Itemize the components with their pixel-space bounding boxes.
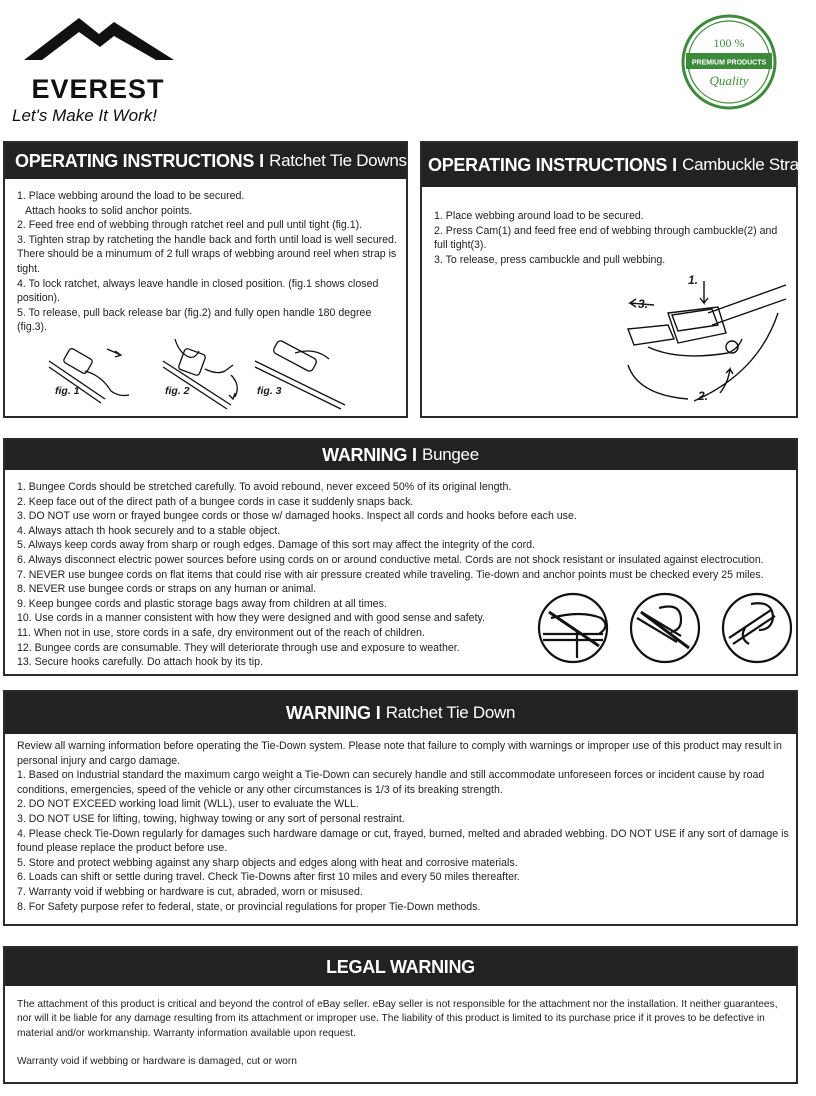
svg-text:100 %: 100 %	[713, 36, 745, 50]
ratchet-warning-header	[5, 692, 796, 734]
brand-tagline: Let's Make It Work!	[12, 106, 157, 125]
warning-line: Review all warning information before operating the Tie-Down system. Please note that failure to comply with warnings or improper use of this product may result in personal injury and cargo damage.	[17, 740, 782, 767]
premium-quality-seal	[680, 13, 778, 111]
cambuckle-figure	[608, 273, 788, 413]
instruction-line: Attach hooks to solid anchor points.	[25, 204, 193, 217]
warning-line: 5. Store and protect webbing against any sharp objects and edges along with heat and corrosive materials.	[17, 856, 518, 869]
hook-do-dont-icon	[537, 588, 793, 668]
header-subtitle: Bungee	[422, 445, 479, 464]
header-title: OPERATING INSTRUCTIONS	[15, 150, 255, 171]
svg-text:PREMIUM PRODUCTS: PREMIUM PRODUCTS	[691, 59, 767, 67]
hook-diagrams	[537, 588, 793, 668]
instruction-line: 4. To lock ratchet, always leave handle in closed position. (fig.1 shows closed position).	[17, 277, 379, 305]
instruction-line: 2. Feed free end of webbing through ratchet reel and pull until tight (fig.1).	[17, 219, 363, 232]
brand-logo	[10, 14, 190, 125]
instruction-line: 5. To release, pull back release bar (fig.2) and fully open handle 180 degree (fig.3).	[17, 306, 372, 334]
warning-line: 10. Use cords in a manner consistent with how they were designed and with good sense and safety.	[17, 612, 485, 625]
bungee-warning-header	[5, 440, 796, 470]
legal-warning-header	[5, 948, 796, 986]
cam-label-2: 2.	[698, 389, 709, 403]
instruction-line: 1. Place webbing around the load to be secured.	[17, 190, 245, 202]
cam-label-1: 1.	[688, 273, 699, 287]
warning-line: 2. Keep face out of the direct path of a bungee cords in case it suddenly snaps back.	[17, 495, 414, 508]
ratchet-figures	[45, 341, 375, 413]
svg-text:Quality: Quality	[709, 73, 749, 88]
cambuckle-instructions-panel	[420, 141, 816, 418]
legal-warning-panel	[3, 946, 798, 1084]
header-subtitle: Ratchet Tie Down	[385, 703, 516, 722]
header-title: WARNING	[322, 444, 408, 465]
warning-line: 7. Warranty void if webbing or hardware is cut, abraded, worn or misused.	[17, 885, 363, 898]
header-separator: I	[259, 150, 265, 171]
warning-line: 3. DO NOT USE for lifting, towing, highway towing or any sort of personal restraint.	[17, 812, 405, 825]
instruction-line: 2. Press Cam(1) and feed free end of webbing through cambuckle(2) and full tight(3).	[434, 224, 778, 252]
cambuckle-instructions-list	[434, 209, 789, 267]
mountain-logo-icon	[24, 14, 174, 62]
cambuckle-instructions-header	[422, 143, 816, 187]
ratchet-illustration-icon	[45, 341, 375, 413]
fig-1-label: fig. 1	[55, 385, 80, 397]
warning-line: 2. DO NOT EXCEED working load limit (WLL), user to evaluate the WLL.	[17, 798, 359, 811]
warning-line: 5. Always keep cords away from sharp or rough edges. Damage of this sort may affect the integrity of the cord.	[17, 539, 535, 552]
warning-line: 3. DO NOT use worn or frayed bungee cords or those w/ damaged hooks. Inspect all cords and hooks before each use.	[17, 510, 577, 523]
header-separator: I	[375, 702, 381, 723]
warning-line: 1. Bungee Cords should be stretched carefully. To avoid rebound, never exceed 50% of its original length.	[17, 481, 512, 493]
ratchet-warning-list	[17, 739, 789, 914]
warning-line: 4. Please check Tie-Down regularly for damages such hardware damage or cut, frayed, burned, melted and abraded webbing. DO NOT USE if any sort of damage is found please replace the product before use.	[17, 827, 789, 855]
warning-line: 6. Loads can shift or settle during travel. Check Tie-Downs after first 10 miles and every 50 miles thereafter.	[17, 871, 520, 884]
ratchet-instructions-panel	[3, 141, 408, 418]
warning-line: 7. NEVER use bungee cords on flat items that could rise with air pressure created while traveling. Tie-down and anchor points must be checked every 25 miles.	[17, 568, 764, 581]
instruction-line: 3. To release, press cambuckle and pull webbing.	[434, 253, 666, 266]
ratchet-warning-panel	[3, 690, 798, 926]
warning-line: 11. When not in use, store cords in a safe, dry environment out of the reach of children.	[17, 626, 425, 639]
legal-warning-body	[17, 998, 789, 1070]
header-separator: I	[412, 444, 418, 465]
fig-2-label: fig. 2	[165, 385, 190, 397]
header-subtitle: Ratchet Tie Downs	[269, 151, 407, 170]
ratchet-instructions-list	[17, 189, 399, 335]
legal-paragraph: The attachment of this product is critical and beyond the control of eBay seller. eBay seller is not responsible for the attachment nor the installation. It neither guarantees, nor will it be liable for any damage resulting from its attachment or improper use. The liability of this product is limited to its purchase price if it proves to be defective in material and/or workmanship. Warranty information available upon request.	[17, 999, 778, 1039]
header-title: WARNING	[285, 702, 371, 723]
header-title: LEGAL WARNING	[326, 956, 475, 977]
warranty-note: Warranty void if webbing or hardware is damaged, cut or worn	[17, 1056, 297, 1068]
warning-line: 13. Secure hooks carefully. Do attach hook by its tip.	[17, 656, 263, 669]
header-subtitle: Cambuckle Straps	[682, 155, 816, 174]
cam-label-3: 3.	[638, 297, 649, 311]
warning-line: 6. Always disconnect electric power sources before using cords on or around conductive metal. Cords are not shock resistant or insulated against electrocution.	[17, 553, 764, 566]
brand-name: EVEREST	[31, 74, 165, 104]
warning-line: 8. For Safety purpose refer to federal, state, or provincial regulations for proper Tie-Down methods.	[17, 900, 481, 913]
warning-line: 8. NEVER use bungee cords or straps on any human or animal.	[17, 583, 317, 596]
header-title: OPERATING INSTRUCTIONS	[428, 154, 668, 175]
header-separator: I	[672, 154, 678, 175]
instruction-line: 3. Tighten strap by ratcheting the handle back and forth until load is well secured. There should be a minumum of 2 full wraps of webbing around reel when strap is tight.	[17, 233, 397, 275]
instruction-line: 1. Place webbing around load to be secured.	[434, 210, 644, 222]
warning-line: 4. Always attach th hook securely and to a stable object.	[17, 524, 281, 537]
fig-3-label: fig. 3	[257, 385, 282, 397]
bungee-warning-panel	[3, 438, 798, 676]
warning-line: 1. Based on Industrial standard the maximum cargo weight a Tie-Down can securely handle and still accommodate unforeseen forces or incident cause by road conditions, emergencies, speed of the vehicle or any other circumstances is 1/3 of its breaking strength.	[17, 769, 765, 796]
warning-line: 12. Bungee cords are consumable. They will deteriorate through use and exposure to weather.	[17, 641, 460, 654]
ratchet-instructions-header	[5, 143, 406, 179]
warning-line: 9. Keep bungee cords and plastic storage bags away from children at all times.	[17, 597, 387, 610]
